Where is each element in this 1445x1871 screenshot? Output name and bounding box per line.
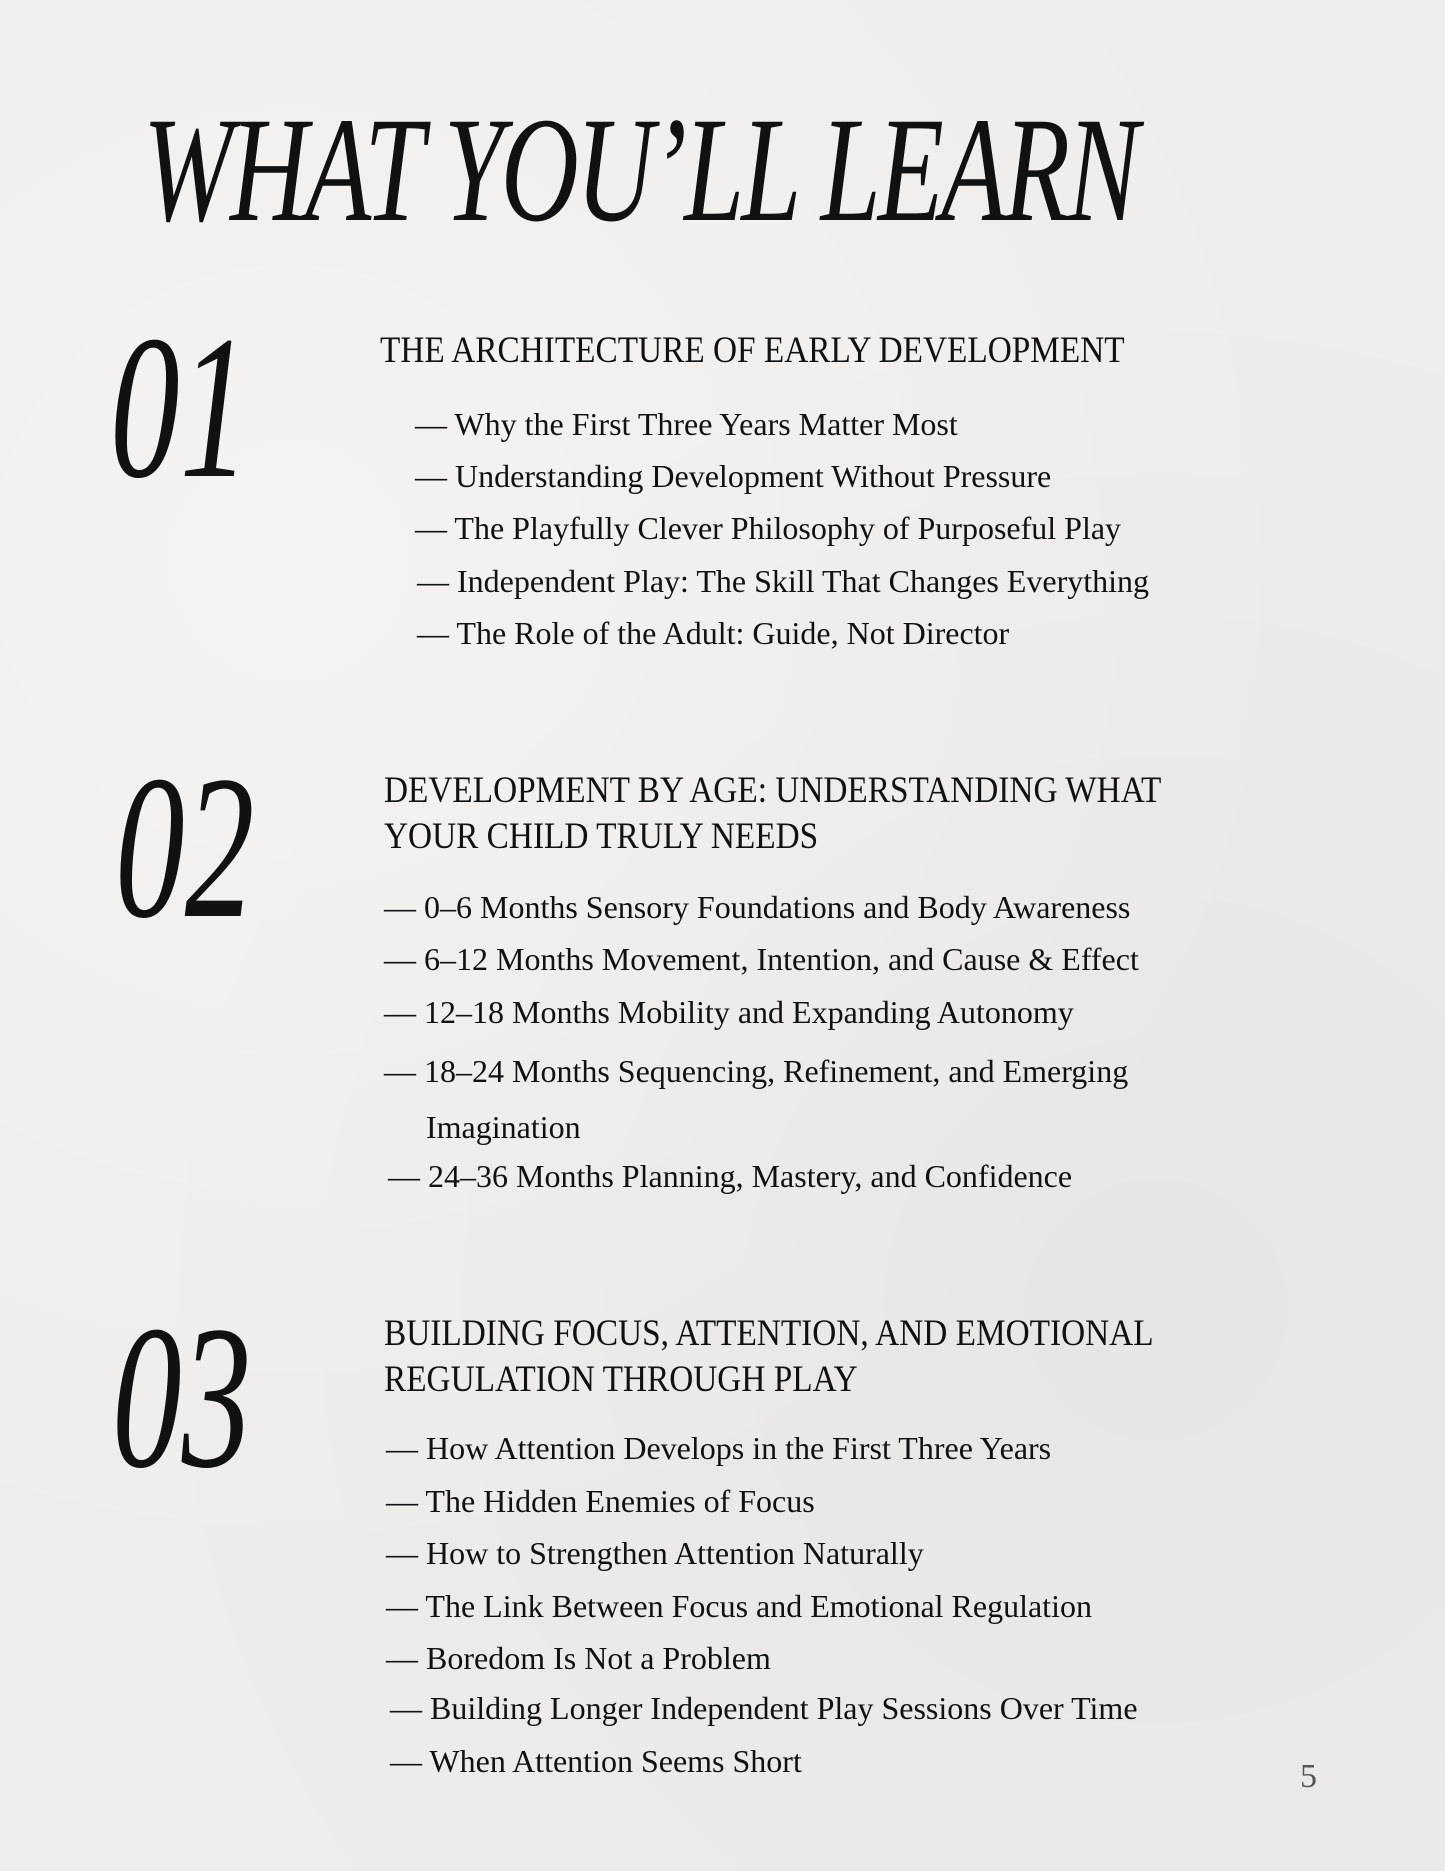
section-heading: THE ARCHITECTURE OF EARLY DEVELOPMENT (380, 330, 1125, 371)
list-item: — 12–18 Months Mobility and Expanding Autonomy (384, 994, 1074, 1030)
page-title: WHAT YOU’LL LEARN (143, 87, 1137, 253)
section-heading: BUILDING FOCUS, ATTENTION, AND EMOTIONAL (384, 1313, 1154, 1354)
list-item: — How Attention Develops in the First Three Years (386, 1430, 1052, 1466)
page-number: 5 (1300, 1758, 1317, 1795)
list-item: — The Playfully Clever Philosophy of Purposeful Play (415, 510, 1122, 546)
list-item: — Independent Play: The Skill That Changes Everything (417, 563, 1150, 599)
list-item: — Boredom Is Not a Problem (386, 1640, 771, 1676)
list-item: — 6–12 Months Movement, Intention, and Cause & Effect (384, 941, 1139, 977)
list-item: — The Role of the Adult: Guide, Not Director (417, 615, 1010, 651)
section-number: 02 (115, 734, 255, 961)
section-number: 03 (112, 1284, 252, 1511)
list-item: — 0–6 Months Sensory Foundations and Body Awareness (384, 889, 1131, 925)
section-heading: YOUR CHILD TRULY NEEDS (384, 816, 819, 857)
section-number: 01 (110, 294, 250, 521)
list-item: — 18–24 Months Sequencing, Refinement, and Emerging (384, 1053, 1129, 1089)
list-item: — The Link Between Focus and Emotional Regulation (386, 1588, 1092, 1624)
section-heading: REGULATION THROUGH PLAY (384, 1359, 858, 1400)
section-heading: DEVELOPMENT BY AGE: UNDERSTANDING WHAT (384, 770, 1162, 811)
list-item: — When Attention Seems Short (390, 1743, 802, 1779)
list-item: — Understanding Development Without Pressure (415, 458, 1052, 494)
list-item: — Why the First Three Years Matter Most (415, 406, 958, 442)
list-item: — 24–36 Months Planning, Mastery, and Confidence (388, 1158, 1073, 1194)
list-item: — Building Longer Independent Play Sessions Over Time (390, 1690, 1138, 1726)
list-item: — The Hidden Enemies of Focus (386, 1483, 815, 1519)
list-item: Imagination (426, 1109, 581, 1145)
list-item: — How to Strengthen Attention Naturally (386, 1535, 924, 1571)
